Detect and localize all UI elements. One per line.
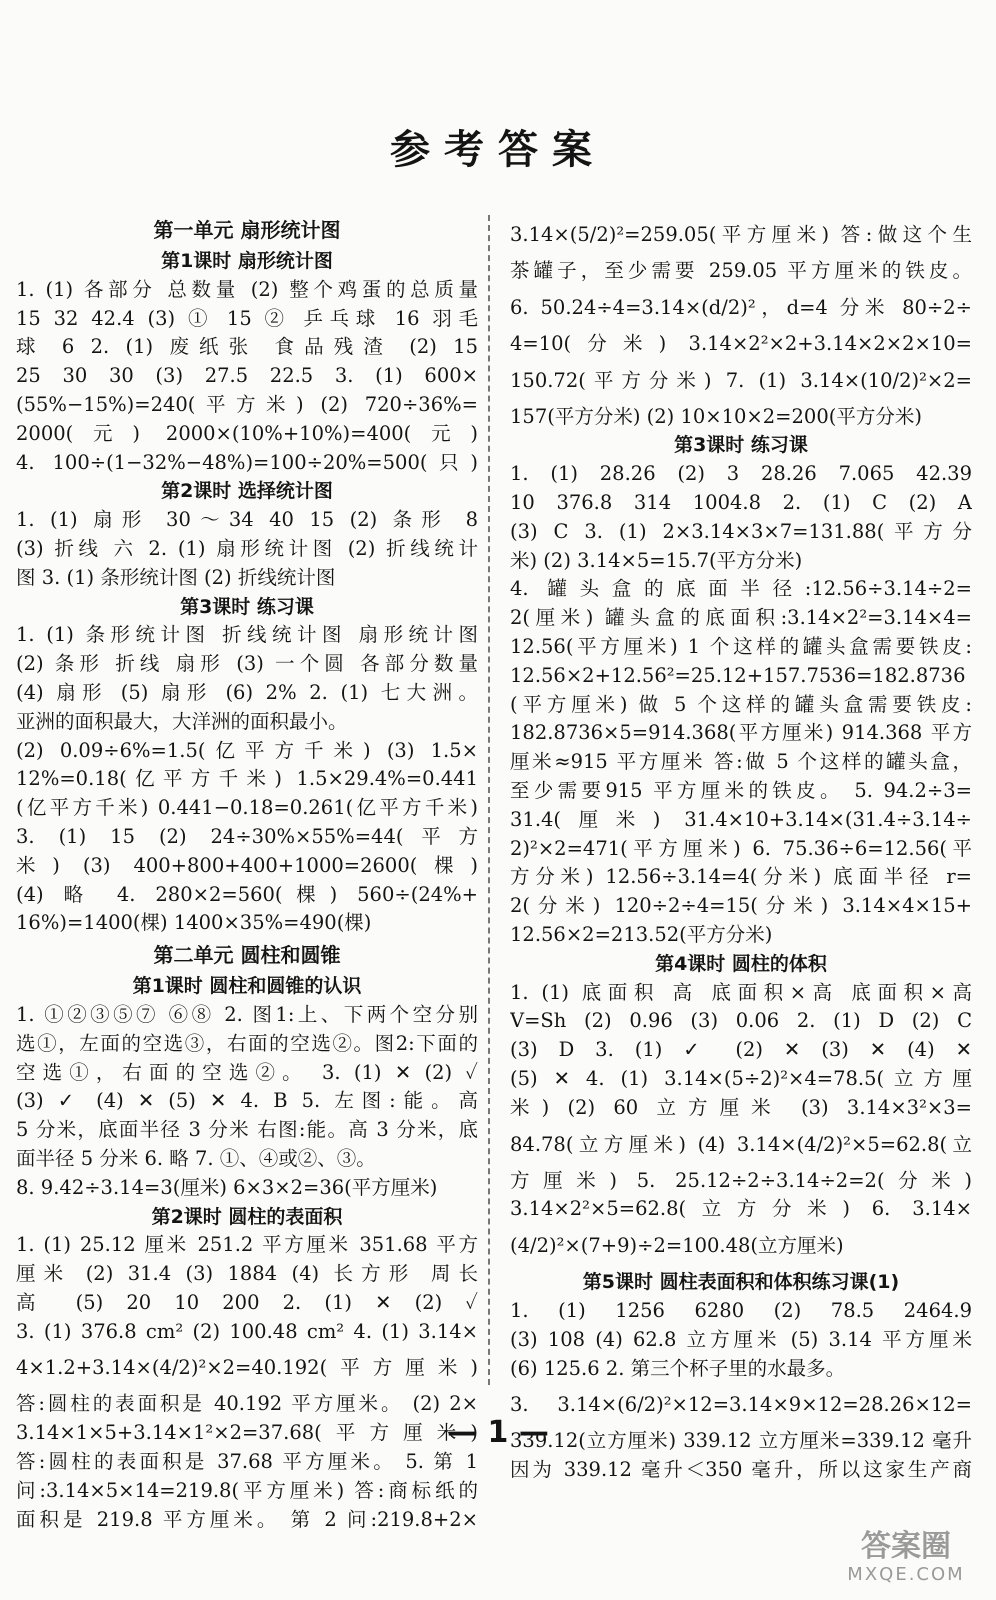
answer-line: 3. (1) 376.8 cm² (2) 100.48 cm² 4. (1) 3.14× — [16, 1319, 478, 1343]
answer-line: 25 30 30 (3) 27.5 22.5 3. (1) 600× — [16, 364, 478, 388]
answer-line: 问:3.14×5×14=219.8(平方厘米) 答:商标纸的 — [16, 1478, 478, 1502]
section-heading: 第4课时 圆柱的体积 — [655, 952, 827, 975]
answer-line: 4. 罐头盒的底面半径:12.56÷3.14÷2= — [510, 577, 972, 601]
answer-line: 米) (2) 3.14×5=15.7(平方分米) — [510, 548, 803, 572]
answer-line: 150.72(平方分米) 7. (1) 3.14×(10/2)²×2= — [510, 368, 972, 392]
answer-column-right — [510, 213, 972, 1485]
section-heading: 第二单元 圆柱和圆锥 — [153, 943, 341, 968]
answer-line: 亚洲的面积最大，大洋洲的面积最小。 — [16, 709, 348, 733]
answer-line: V=Sh (2) 0.96 (3) 0.06 2. (1) D (2) C — [510, 1009, 972, 1033]
answer-line: 182.8736×5=914.368(平方厘米) 914.368 平方 — [510, 721, 972, 745]
answer-line: 3.14×2²×5=62.8(立方分米) 6. 3.14× — [510, 1197, 972, 1221]
answer-line: 茶罐子，至少需要 259.05 平方厘米的铁皮。 — [510, 259, 972, 282]
answer-line: (4) 略 4. 280×2=560(棵) 560÷(24%+ — [16, 882, 478, 906]
answer-line: 1. (1) 28.26 (2) 3 28.26 7.065 42.39 — [510, 462, 972, 486]
section-heading: 第3课时 练习课 — [674, 434, 808, 457]
answer-line: 5 分米，底面半径 3 分米 右图:能。高 3 分米，底 — [16, 1118, 478, 1142]
answer-line: 12.56×2+12.56²=25.12+157.7536=182.8736 — [510, 663, 966, 687]
section-heading: 第1课时 圆柱和圆锥的认识 — [132, 975, 362, 998]
answer-line: 16%)=1400(棵) 1400×35%=490(棵) — [16, 911, 372, 935]
answer-line: 12%=0.18(亿平方千米) 1.5×29.4%=0.441 — [16, 767, 478, 791]
page-title: 参考答案 — [390, 127, 606, 173]
answer-line: 球 6 2. (1) 废纸张 食品残渣 (2) 15 — [16, 335, 478, 359]
answer-line: 厘米≈915 平方厘米 答:做 5 个这样的罐头盒， — [510, 750, 972, 774]
answer-line: (55%−15%)=240(平方米) (2) 720÷36%= — [16, 392, 478, 416]
answer-line: 图 3. (1) 条形统计图 (2) 折线统计图 — [16, 565, 336, 589]
section-heading: 第2课时 选择统计图 — [161, 480, 333, 503]
answer-column-left — [16, 213, 478, 1534]
watermark-text: 答案圈 — [861, 1529, 951, 1564]
answer-line: 3. 3.14×(6/2)²×12=3.14×9×12=28.26×12= — [510, 1393, 972, 1417]
answer-line: 4=10(分米) 3.14×2²×2+3.14×2×2×10= — [510, 331, 972, 355]
answer-line: 2(厘米) 罐头盒的底面积:3.14×2²=3.14×4= — [510, 606, 972, 630]
answer-line: 1. (1) 各部分 总数量 (2) 整个鸡蛋的总质量 — [16, 277, 478, 301]
watermark-logo — [836, 1530, 976, 1590]
answer-line: 2)²×2=471(平方厘米) 6. 75.36÷6=12.56(平 — [510, 836, 972, 860]
answer-line: (3) 108 (4) 62.8 立方厘米 (5) 3.14 平方厘米 — [510, 1327, 972, 1351]
answer-line: 31.4(厘米) 31.4×10+3.14×(31.4÷3.14÷ — [510, 807, 972, 831]
answer-line: 厘米 (2) 31.4 (3) 1884 (4) 长方形 周长 — [16, 1262, 478, 1286]
answer-line: 2(分米) 120÷2÷4=15(分米) 3.14×4×15+ — [510, 894, 972, 918]
answer-line: 4. 100÷(1−32%−48%)=100÷20%=500(只) — [16, 450, 478, 474]
answer-line: (4/2)²×(7+9)÷2=100.48(立方厘米) — [510, 1234, 844, 1258]
answer-line: 空选①，右面的空选②。 3. (1) ✕ (2) ✓ — [16, 1060, 478, 1084]
answer-line: 面半径 5 分米 6. 略 7. ①、④或②、③。 — [16, 1146, 376, 1170]
answer-line: 1. (1) 1256 6280 (2) 78.5 2464.9 — [510, 1298, 972, 1322]
answer-line: (3) D 3. (1) ✓ (2) ✕ (3) ✕ (4) ✕ — [510, 1038, 972, 1062]
answer-line: 10 376.8 314 1004.8 2. (1) C (2) A — [510, 490, 972, 514]
answer-line: 至少需要915 平方厘米的铁皮。 5. 94.2÷3= — [510, 778, 972, 802]
answer-line: 15 32 42.4 (3) ① 15 ② 乒乓球 16 羽毛 — [16, 306, 478, 330]
section-heading: 第1课时 扇形统计图 — [161, 250, 333, 272]
answer-line: (亿平方千米) 0.441−0.18=0.261(亿平方千米) — [16, 796, 478, 820]
answer-line: 8. 9.42÷3.14=3(厘米) 6×3×2=36(平方厘米) — [16, 1175, 438, 1199]
answer-line: 4×1.2+3.14×(4/2)²×2=40.192(平方厘米) — [16, 1356, 478, 1380]
answer-line: 3.14×(5/2)²=259.05(平方厘米) 答:做这个生 — [510, 223, 972, 246]
answer-line: 方厘米) 5. 25.12÷2÷3.14÷2=2(分米) — [510, 1168, 972, 1192]
answer-line: (6) 125.6 2. 第三个杯子里的水最多。 — [510, 1356, 846, 1380]
answer-line: 3.14×1×5+3.14×1²×2=37.68(平方厘米) — [16, 1421, 478, 1445]
column-divider — [488, 215, 490, 1385]
answer-line: 方分米) 12.56÷3.14=4(分米) 底面半径 r= — [510, 865, 972, 889]
answer-line: 1. (1) 扇形 30～34 40 15 (2) 条形 8 — [16, 508, 478, 532]
page-number: — 1 — — [447, 1415, 549, 1450]
answer-line: 6. 50.24÷4=3.14×(d/2)²，d=4 分米 80÷2÷ — [510, 295, 972, 319]
answer-line: 1. ①②③⑤⑦ ⑥⑧ 2. 图1:上、下两个空分别 — [16, 1002, 478, 1026]
answer-line: 12.56×2=213.52(平方分米) — [510, 922, 773, 946]
watermark-url: MXQE.COM — [847, 1564, 965, 1585]
answer-line: 157(平方分米) (2) 10×10×2=200(平方分米) — [510, 404, 922, 428]
section-heading: 第一单元 扇形统计图 — [153, 218, 341, 242]
answer-line: 面积是 219.8 平方厘米。 第 2 问:219.8+2× — [16, 1507, 478, 1531]
answer-line: 答:圆柱的表面积是 40.192 平方厘米。 (2) 2× — [16, 1392, 478, 1416]
answer-line: 答:圆柱的表面积是 37.68 平方厘米。 5. 第 1 — [16, 1450, 478, 1474]
section-heading: 第2课时 圆柱的表面积 — [151, 1205, 343, 1228]
answer-line: (2) 条形 折线 扇形 (3) 一个圆 各部分数量 — [16, 652, 478, 676]
answer-line: 1. (1) 底面积 高 底面积×高 底面积×高 — [510, 980, 972, 1004]
section-heading: 第3课时 练习课 — [180, 595, 314, 618]
answer-line: (2) 0.09÷6%=1.5(亿平方千米) (3) 1.5× — [16, 738, 478, 762]
answer-line: (3) ✓ (4) ✕ (5) ✕ 4. B 5. 左图:能。高 — [16, 1089, 478, 1113]
answer-line: 12.56(平方厘米) 1 个这样的罐头盒需要铁皮: — [510, 634, 972, 658]
answer-line: (3) 折线 六 2. (1) 扇形统计图 (2) 折线统计 — [16, 536, 478, 560]
answer-line: 84.78(立方厘米) (4) 3.14×(4/2)²×5=62.8(立 — [510, 1132, 972, 1156]
answer-line: 1. (1) 条形统计图 折线统计图 扇形统计图 — [16, 623, 478, 647]
answer-line: (4) 扇形 (5) 扇形 (6) 2% 2. (1) 七大洲。 — [16, 680, 478, 704]
section-heading: 第5课时 圆柱表面积和体积练习课(1) — [582, 1271, 900, 1294]
answer-line: 3. (1) 15 (2) 24÷30%×55%=44(平方 — [16, 824, 478, 848]
answer-line: 高 (5) 20 10 200 2. (1) ✕ (2) ✓ — [16, 1290, 478, 1314]
answer-line: 2000(元) 2000×(10%+10%)=400(元) — [16, 421, 478, 445]
answer-line: 1. (1) 25.12 厘米 251.2 平方厘米 351.68 平方 — [16, 1233, 478, 1257]
answer-line: 选①，左面的空选③，右面的空选②。图2:下面的 — [16, 1031, 478, 1055]
answer-line: 339.12(立方厘米) 339.12 立方厘米=339.12 毫升 — [510, 1429, 972, 1453]
answer-line: (3) C 3. (1) 2×3.14×3×7=131.88(平方分 — [510, 519, 972, 543]
answer-line: 米) (3) 400+800+400+1000=2600(棵) — [16, 853, 478, 877]
answer-line: 因为 339.12 毫升＜350 毫升，所以这家生产商 — [510, 1458, 972, 1482]
answer-line: (平方厘米) 做 5 个这样的罐头盒需要铁皮: — [510, 692, 972, 716]
answer-line: 米) (2) 60 立方厘米 (3) 3.14×3²×3= — [510, 1095, 972, 1119]
answer-line: (5) ✕ 4. (1) 3.14×(5÷2)²×4=78.5(立方厘 — [510, 1066, 972, 1090]
